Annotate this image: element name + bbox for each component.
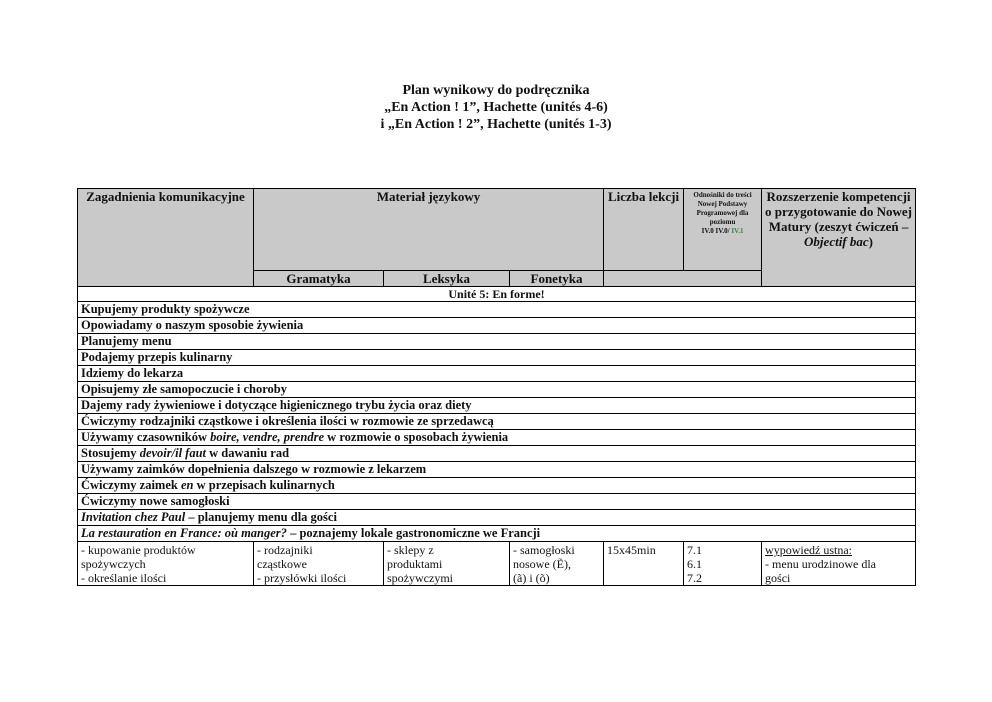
cell-line: spożywczymi — [387, 571, 453, 585]
section-unit-5: Unité 5: En forme! — [78, 287, 916, 302]
rozszerzenie-book: Objectif bac — [804, 234, 869, 249]
header-material: Materiał językowy — [254, 189, 604, 271]
topic-text: Ćwiczymy zaimek — [81, 478, 181, 492]
cell-fonetyka — [510, 542, 604, 586]
cell-line: spożywczych — [81, 557, 146, 571]
title-line-3: i „En Action ! 2”, Hachette (unités 1-3) — [380, 117, 612, 132]
odnosniki-level-b: IV.1 — [731, 227, 744, 235]
cell-gramatyka — [254, 542, 384, 586]
header-zagadnienia: Zagadnienia komunikacyjne — [78, 189, 254, 287]
topic-row — [78, 446, 916, 462]
topic-row: Kupujemy produkty spożywcze — [78, 302, 916, 318]
odnosniki-level-a: IV.0 IV.0/ — [701, 227, 730, 235]
cell-line: - samogłoski — [513, 543, 575, 557]
cell-line: cząstkowe — [257, 557, 307, 571]
topic-row — [78, 526, 916, 542]
rozszerzenie-text: Rozszerzenie kompetencji o przygotowanie do Nowej Matury (zeszyt ćwiczeń – — [765, 189, 913, 234]
topic-row: Dajemy rady żywieniowe i dotyczące higienicznego trybu życia oraz diety — [78, 398, 916, 414]
cell-line: - przysłówki ilości — [257, 571, 347, 585]
cell-zagadnienia — [78, 542, 254, 586]
plan-table — [77, 188, 916, 586]
rozszerzenie-close: ) — [868, 234, 874, 249]
topic-text: w dawaniu rad — [206, 446, 290, 460]
topic-italic: Invitation chez Paul — [81, 510, 186, 524]
header-leksyka: Leksyka — [384, 271, 510, 287]
topic-row: Ćwiczymy rodzajniki cząstkowe i określenia ilości w rozmowie ze sprzedawcą — [78, 414, 916, 430]
header-gramatyka: Gramatyka — [254, 271, 384, 287]
cell-line: 7.2 — [687, 571, 703, 585]
topic-row: Podajemy przepis kulinarny — [78, 350, 916, 366]
cell-line: - menu urodzinowe dla — [765, 557, 876, 571]
cell-rozszerzenie — [762, 542, 916, 586]
topic-italic: boire, vendre, prendre — [210, 430, 325, 444]
topic-italic: en — [180, 478, 194, 492]
topic-row: Używamy zaimków dopełnienia dalszego w rozmowie z lekarzem — [78, 462, 916, 478]
cell-line: (ã) i (õ) — [513, 571, 550, 585]
topic-text: – planujemy menu dla gości — [185, 510, 337, 524]
topic-row: Opisujemy złe samopoczucie i choroby — [78, 382, 916, 398]
cell-line: - określanie ilości — [81, 571, 167, 585]
cell-line: - sklepy z — [387, 543, 434, 557]
cell-line: - kupowanie produktów — [81, 543, 196, 557]
header-rozszerzenie — [762, 189, 916, 287]
header-odnosniki — [684, 189, 762, 271]
topic-text: w rozmowie o sposobach żywienia — [324, 430, 509, 444]
odnosniki-text: Odnośniki do treści Nowej Podstawy Programowej dla poziomu — [693, 191, 752, 226]
underlined-heading: wypowiedź ustna: — [765, 543, 853, 557]
cell-liczba: 15x45min — [604, 542, 684, 586]
topic-italic: La restauration en France: où manger? — [81, 526, 287, 540]
cell-line: 6.1 — [687, 557, 703, 571]
cell-line: - rodzajniki — [257, 543, 313, 557]
topic-row: Planujemy menu — [78, 334, 916, 350]
header-empty — [604, 271, 762, 287]
header-liczba: Liczba lekcji — [604, 189, 684, 271]
topic-text: – poznajemy lokale gastronomiczne we Francji — [286, 526, 541, 540]
topic-text: Stosujemy — [81, 446, 140, 460]
title-line-2: „En Action ! 1”, Hachette (unités 4-6) — [384, 100, 608, 115]
cell-line: produktami — [387, 557, 443, 571]
topic-row — [78, 478, 916, 494]
topic-row: Idziemy do lekarza — [78, 366, 916, 382]
topic-text: w przepisach kulinarnych — [193, 478, 335, 492]
cell-leksyka — [384, 542, 510, 586]
header-fonetyka: Fonetyka — [510, 271, 604, 287]
document-title — [0, 82, 992, 133]
topic-row — [78, 430, 916, 446]
cell-line: nosowe (Ẽ), — [513, 557, 571, 571]
topic-text: Używamy czasowników — [81, 430, 211, 444]
title-line-1: Plan wynikowy do podręcznika — [402, 83, 590, 98]
topic-row: Opowiadamy o naszym sposobie żywienia — [78, 318, 916, 334]
cell-line-underlined — [765, 543, 912, 557]
cell-odnosniki — [684, 542, 762, 586]
cell-line: 7.1 — [687, 543, 703, 557]
topic-row — [78, 510, 916, 526]
topic-row: Ćwiczymy nowe samogłoski — [78, 494, 916, 510]
topic-italic: devoir/il faut — [139, 446, 207, 460]
cell-line: gości — [765, 571, 791, 585]
